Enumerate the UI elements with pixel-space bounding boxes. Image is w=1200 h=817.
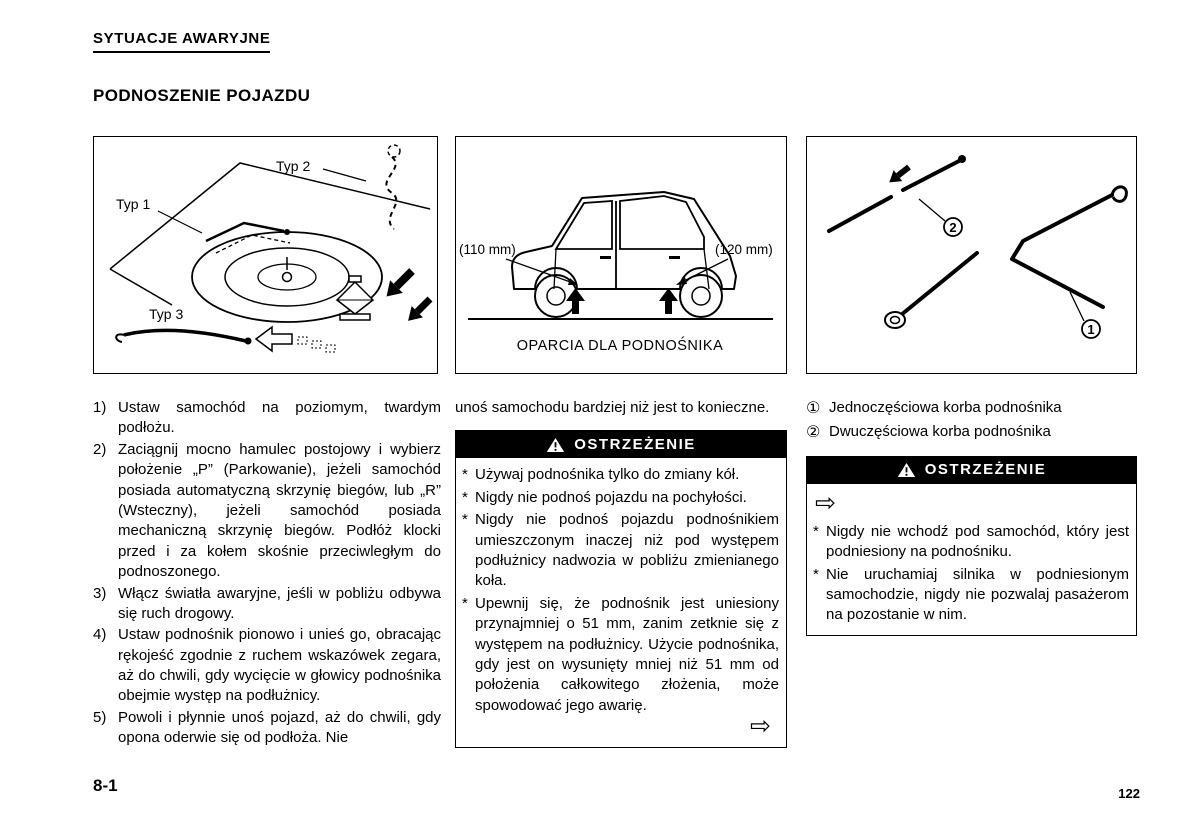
warning-column-right: [806, 398, 1137, 636]
list-item-text: Zaciągnij mocno hamulec postojowy i wybierz położenie „P” (Parkowanie), jeżeli samochód posiada automatyczną skrzynię biegów, lub „R” (Wsteczny), jeżeli samochód posiada mechaniczną skrzynię biegów. Podłóż klocki przed i za kołem skośnie przeciwległym do podnoszonego.: [118, 440, 441, 581]
typ1-crank-end: [284, 229, 290, 235]
continue-arrow-icon: ⇨: [750, 712, 771, 741]
warning-item: [813, 522, 1129, 563]
typ1-leader-line: [158, 211, 202, 233]
two-piece-crank-rod-a: [829, 197, 891, 231]
list-item-2: [93, 440, 441, 583]
continue-arrow-icon: ⇨: [815, 488, 836, 517]
wheel-bolt: [283, 273, 292, 282]
cranks-drawing: [807, 137, 1135, 372]
dashed-square-1: [298, 337, 307, 344]
warning-item: [813, 565, 1129, 626]
warning-triangle-icon: [546, 437, 565, 453]
trunk-floor-edge-2: [110, 269, 172, 305]
crank-two-leader-line: [919, 199, 945, 221]
legend-item-1: [806, 398, 1137, 420]
trunk-floor-edge: [110, 163, 430, 269]
warning-item: [462, 465, 779, 485]
list-item-number: 5): [93, 708, 107, 726]
section-header: SYTUACJE AWARYJNE: [93, 30, 270, 53]
dimension-left-label: (110 mm): [459, 242, 516, 257]
wrench-rod: [901, 253, 977, 315]
typ3-rod-end: [245, 338, 252, 345]
legend-text: Jednoczęściowa korba podnośnika: [829, 399, 1062, 416]
warning-box-middle: [455, 430, 787, 748]
typ3-rod-hook: [116, 334, 124, 342]
list-item-4: [93, 625, 441, 707]
typ1-crank-dashed: [216, 235, 290, 253]
scissor-jack-saddle: [349, 276, 361, 282]
list-item-text: Ustaw samochód na poziomym, twardym podłożu.: [118, 399, 441, 437]
dimension-right-label: (120 mm): [715, 242, 773, 257]
warning-text: Używaj podnośnika tylko do zmiany kół.: [475, 466, 740, 484]
bullet: *: [813, 565, 819, 583]
jack-point-arrow-icon-right: [659, 288, 678, 314]
warning-banner: [807, 457, 1136, 484]
list-item-number: 3): [93, 584, 107, 602]
list-item-5: [93, 708, 441, 749]
front-door-handle: [600, 256, 611, 259]
section-page-number: 8-1: [93, 776, 118, 795]
dashed-square-3: [326, 345, 335, 352]
figure-jack-storage: [93, 136, 438, 374]
warning-text: Nigdy nie podnoś pojazdu podnośnikiem umieszczonym inaczej niż pod występem podłużnicy nadwozia w pobliżu zmienianego koła.: [475, 511, 779, 590]
continuation-text: unoś samochodu bardziej niż jest to konieczne.: [455, 399, 770, 416]
list-item-text: Ustaw podnośnik pionowo i unieś go, obracając rękojeść zgodnie z ruchem wskazówek zegara, aż do chwili, gdy wycięcie w głowicy podnośnika obejmie występ na podłużnicy.: [118, 626, 441, 705]
one-piece-crank: [1012, 195, 1112, 307]
bullet: *: [462, 594, 468, 612]
legend-number: ①: [806, 400, 821, 417]
list-item-number: 1): [93, 399, 107, 416]
continued-marker: [462, 714, 779, 740]
warning-item: [462, 488, 779, 508]
typ3-label: Typ 3: [149, 306, 184, 322]
warning-title: OSTRZEŻENIE: [924, 460, 1047, 478]
page-number: 122: [1118, 786, 1140, 801]
figure-caption: OPARCIA DLA PODNOŚNIKA: [516, 338, 724, 354]
warning-banner: [456, 431, 786, 458]
jack-storage-drawing: [94, 137, 436, 372]
list-item-3: [93, 584, 441, 625]
spare-wheel-well-mid: [225, 248, 349, 306]
list-item-text: Powoli i płynnie unoś pojazd, aż do chwili, gdy opona oderwie się od podłoża. Nie: [118, 708, 441, 747]
typ2-tool-dashed: [386, 157, 396, 229]
crank-one-number: 1: [1087, 322, 1095, 337]
rear-door-handle: [669, 256, 680, 259]
bullet: *: [813, 522, 819, 540]
typ3-rod: [124, 330, 246, 341]
warning-triangle-icon: [897, 462, 916, 478]
scissor-jack-body: [337, 282, 373, 314]
warning-item: [462, 594, 779, 716]
typ2-label: Typ 2: [276, 158, 311, 174]
list-item-number: 2): [93, 440, 107, 458]
two-piece-crank-rod-b: [903, 161, 959, 190]
wrench-socket: [885, 312, 905, 328]
bullet: *: [462, 511, 468, 529]
two-piece-crank-knob: [958, 155, 966, 163]
warning-body: [456, 458, 786, 747]
warning-text: Nigdy nie wchodź pod samochód, który jest podniesiony na podnośniku.: [826, 522, 1129, 561]
one-piece-crank-hook: [1112, 187, 1126, 202]
continued-from-marker: [813, 488, 1129, 522]
rear-wheel: [680, 275, 722, 317]
assembly-arrow-icon: [885, 161, 913, 187]
car-side-drawing: [456, 137, 785, 372]
crank-two-number: 2: [949, 220, 957, 235]
typ1-label: Typ 1: [116, 196, 151, 212]
warning-item: [462, 510, 779, 592]
warning-title: OSTRZEŻENIE: [574, 435, 696, 453]
legend-number: ②: [806, 423, 821, 441]
dashed-square-2: [312, 341, 321, 348]
scissor-jack-base: [340, 314, 370, 320]
warning-text: Nigdy nie podnoś pojazdu na pochyłości.: [475, 488, 747, 506]
bold-arrow-icon-1: [380, 265, 418, 303]
bullet: *: [462, 488, 468, 506]
warning-body: [807, 484, 1136, 635]
bullet: *: [462, 466, 468, 484]
list-item-number: 4): [93, 626, 107, 644]
bold-arrow-icon-2: [402, 293, 435, 326]
warning-text: Upewnij się, że podnośnik jest uniesiony przynajmniej o 51 mm, zanim zetknie się z występem na podłużnicy. Użycie podnośnika, gdy jest on wysunięty mniej niż 51 mm od położenia całkowitego złożenia, może spowodować jego awarię.: [475, 594, 779, 714]
page-title: PODNOSZENIE POJAZDU: [93, 86, 311, 105]
legend-text: Dwuczęściowa korba podnośnika: [829, 422, 1051, 440]
warning-text: Nie uruchamiaj silnika w podniesionym samochodzie, nigdy nie pozwalaj pasażerom na pozostanie w nim.: [826, 565, 1129, 624]
figure-jack-cranks: [806, 136, 1137, 374]
typ2-leader-line: [323, 169, 366, 181]
list-item-text: Włącz światła awaryjne, jeśli w pobliżu odbywa się ruch drogowy.: [118, 584, 441, 622]
warning-box-right: [806, 456, 1137, 636]
stow-direction-arrow-icon: [256, 327, 292, 351]
legend-item-2: [806, 422, 1137, 444]
warning-column-middle: [455, 398, 787, 748]
instructions-column: [93, 398, 441, 750]
typ2-tool-end: [388, 145, 400, 157]
list-item-1: [93, 398, 441, 439]
figure-jacking-points: [455, 136, 787, 374]
